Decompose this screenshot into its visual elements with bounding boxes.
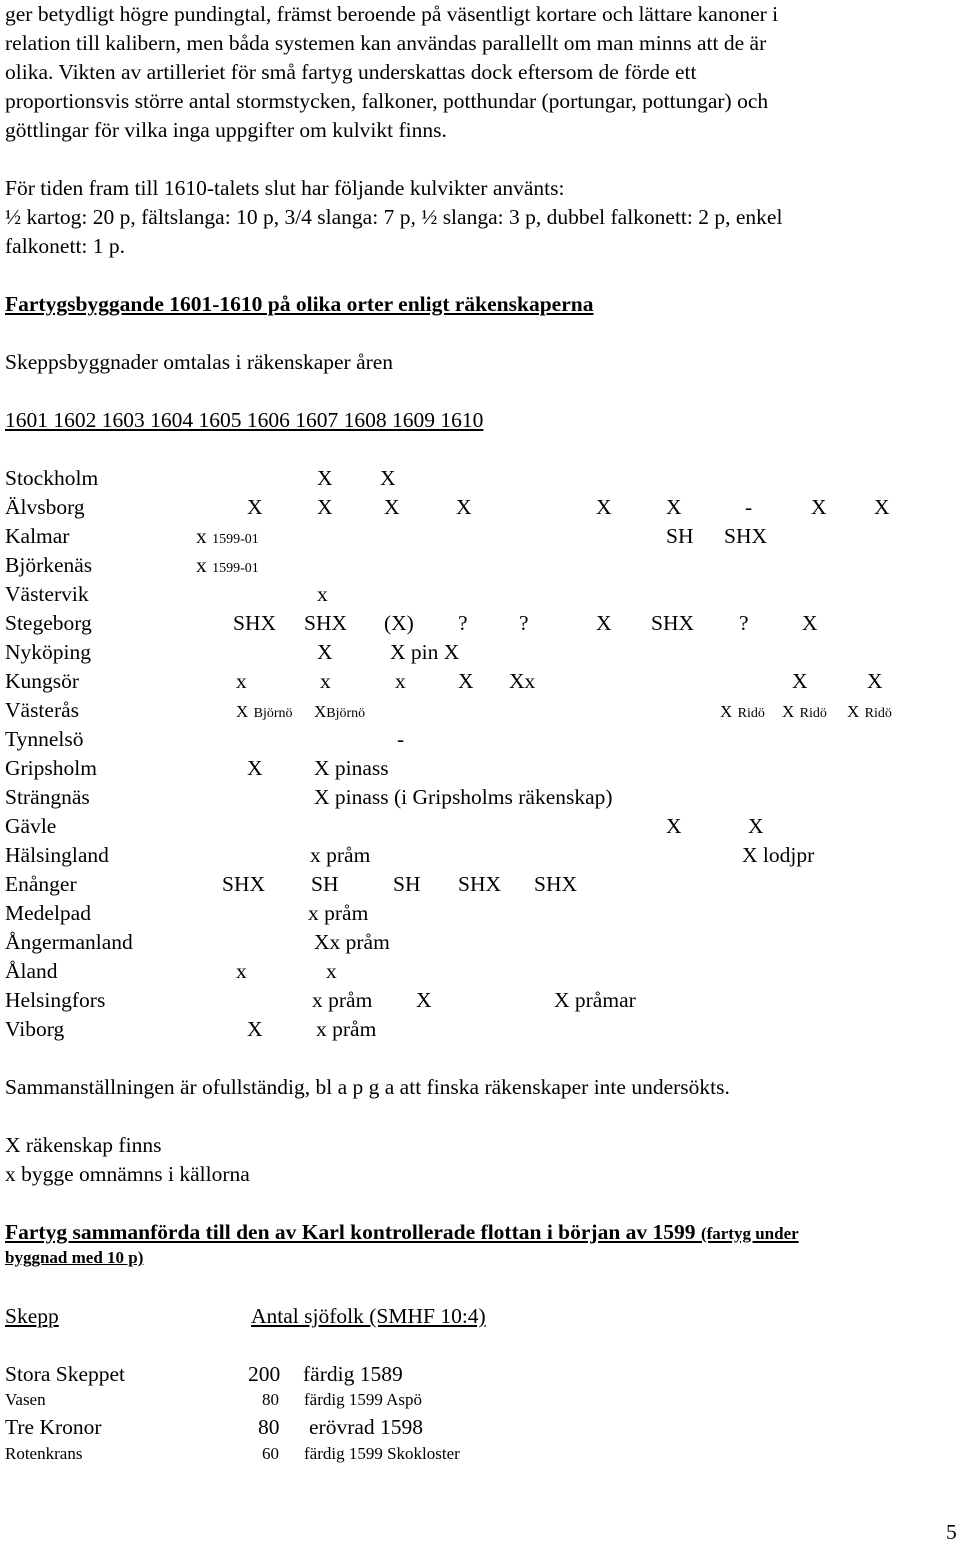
ship-name: Stora Skeppet bbox=[5, 1362, 126, 1386]
ship-note: färdig 1589 bbox=[303, 1362, 403, 1386]
table-cell: X bbox=[666, 814, 682, 838]
cell-mark: x bbox=[196, 553, 207, 577]
table-cell: X lodjpr bbox=[742, 843, 815, 867]
table-cell: X bbox=[596, 611, 612, 635]
table-cell: X bbox=[666, 495, 682, 519]
table-cell: X bbox=[384, 495, 400, 519]
place-label: Enånger bbox=[5, 872, 77, 896]
place-label: Björkenäs bbox=[5, 553, 93, 577]
cell-mark: X bbox=[782, 702, 795, 721]
table-cell: X pråmar bbox=[554, 988, 636, 1012]
table-cell: x bbox=[395, 669, 406, 693]
table-cell: x bbox=[236, 669, 247, 693]
table-cell: X bbox=[416, 988, 432, 1012]
place-label: Viborg bbox=[5, 1017, 65, 1041]
ship-name: Tre Kronor bbox=[5, 1415, 102, 1439]
table-cell: ? bbox=[458, 611, 468, 635]
place-label: Stockholm bbox=[5, 466, 99, 490]
place-label: Strängnäs bbox=[5, 785, 90, 809]
table-cell: X pinass bbox=[314, 756, 389, 780]
ship-note: erövrad 1598 bbox=[309, 1415, 424, 1439]
table-cell: SHX bbox=[304, 611, 348, 635]
table-cell bbox=[236, 696, 293, 728]
table-cell: SH bbox=[311, 872, 339, 896]
cell-note: Ridö bbox=[864, 706, 892, 721]
heading-fleet-note-2: byggnad med 10 p) bbox=[5, 1248, 144, 1267]
place-label: Helsingfors bbox=[5, 988, 106, 1012]
year-header-text: 1601 1602 1603 1604 1605 1606 1607 1608 1609 1610 bbox=[5, 408, 484, 432]
ship-name: Rotenkrans bbox=[5, 1444, 83, 1463]
table-cell: X bbox=[247, 1017, 263, 1041]
place-label: Ångermanland bbox=[5, 930, 133, 954]
place-label: Medelpad bbox=[5, 901, 91, 925]
table-cell: X bbox=[247, 756, 263, 780]
cell-note: 1599-01 bbox=[212, 532, 259, 547]
table-cell: X bbox=[874, 495, 890, 519]
legend-line-2: x bygge omnämns i källorna bbox=[5, 1162, 250, 1186]
table-cell: x bbox=[236, 959, 247, 983]
table-cell: SH bbox=[666, 524, 694, 548]
intro-line-4: proportionsvis större antal stormstycken, falkoner, potthundar (portungar, pottungar) och bbox=[5, 89, 769, 113]
place-label: Kalmar bbox=[5, 524, 70, 548]
table-cell: SHX bbox=[233, 611, 277, 635]
ship-crew: 80 bbox=[262, 1390, 279, 1409]
table-cell bbox=[314, 696, 365, 728]
table-cell: X bbox=[456, 495, 472, 519]
cell-note: Ridö bbox=[737, 706, 765, 721]
table-cell: X bbox=[748, 814, 764, 838]
table-cell: X bbox=[792, 669, 808, 693]
table-cell: x pråm bbox=[312, 988, 373, 1012]
cell-mark: x bbox=[196, 524, 207, 548]
place-label: Gripsholm bbox=[5, 756, 97, 780]
ships-col-header-ship: Skepp bbox=[5, 1304, 59, 1328]
table-cell: X bbox=[380, 466, 396, 490]
intro-line-1: ger betydligt högre pundingtal, främst beroende på väsentligt kortare och lättare kanoner i bbox=[5, 2, 779, 26]
table-cell: X bbox=[317, 495, 333, 519]
table-cell: x bbox=[317, 582, 328, 606]
section-subheading: Skeppsbyggnader omtalas i räkenskaper åren bbox=[5, 350, 394, 374]
ship-note: färdig 1599 Aspö bbox=[304, 1390, 423, 1409]
year-header bbox=[5, 406, 483, 435]
table-cell: ? bbox=[519, 611, 529, 635]
place-label: Tynnelsö bbox=[5, 727, 84, 751]
cell-mark: X bbox=[314, 702, 327, 721]
table-cell: X bbox=[596, 495, 612, 519]
section-heading-shipbuilding: Fartygsbyggande 1601-1610 på olika orter enligt räkenskaperna bbox=[5, 292, 594, 316]
table-cell: SH bbox=[393, 872, 421, 896]
ship-name: Vasen bbox=[5, 1390, 46, 1409]
table-cell: x pråm bbox=[308, 901, 369, 925]
table-cell bbox=[196, 522, 259, 554]
table-cell: SHX bbox=[724, 524, 768, 548]
place-label: Hälsingland bbox=[5, 843, 109, 867]
table-cell: x pråm bbox=[316, 1017, 377, 1041]
place-label: Gävle bbox=[5, 814, 57, 838]
table-cell: X pin X bbox=[390, 640, 460, 664]
caliber-line-2: ½ kartog: 20 p, fältslanga: 10 p, 3/4 slanga: 7 p, ½ slanga: 3 p, dubbel falkonett: 2 p, enkel bbox=[5, 205, 783, 229]
summary-text: Sammanställningen är ofullständig, bl a p g a att finska räkenskaper inte undersökts. bbox=[5, 1075, 730, 1099]
intro-line-3: olika. Vikten av artilleriet för små fartyg underskattas dock eftersom de förde ett bbox=[5, 60, 697, 84]
caliber-line-1: För tiden fram till 1610-talets slut har följande kulvikter använts: bbox=[5, 176, 565, 200]
table-cell: Xx bbox=[509, 669, 536, 693]
place-label: Västervik bbox=[5, 582, 89, 606]
table-cell: X bbox=[458, 669, 474, 693]
heading-fleet-main: Fartyg sammanförda till den av Karl kontrollerade flottan i början av 1599 bbox=[5, 1220, 696, 1244]
table-cell: X bbox=[802, 611, 818, 635]
table-cell: x bbox=[320, 669, 331, 693]
caliber-line-3: falkonett: 1 p. bbox=[5, 234, 126, 258]
place-label: Åland bbox=[5, 959, 58, 983]
table-cell: X bbox=[811, 495, 827, 519]
ship-crew: 200 bbox=[248, 1362, 281, 1386]
intro-line-2: relation till kalibern, men båda systemen kan användas parallellt om man minns att de är bbox=[5, 31, 767, 55]
table-cell bbox=[196, 551, 259, 583]
place-label: Stegeborg bbox=[5, 611, 92, 635]
page-number: 5 bbox=[946, 1520, 957, 1544]
ship-crew: 80 bbox=[258, 1415, 280, 1439]
table-cell bbox=[720, 696, 765, 728]
table-cell: - bbox=[745, 495, 753, 519]
legend-line-1: X räkenskap finns bbox=[5, 1133, 162, 1157]
cell-mark: X bbox=[847, 702, 860, 721]
table-cell: SHX bbox=[651, 611, 695, 635]
table-cell: SHX bbox=[534, 872, 578, 896]
section-heading-fleet bbox=[5, 1218, 799, 1248]
table-cell: X bbox=[317, 466, 333, 490]
table-cell bbox=[847, 696, 892, 728]
table-cell: x pråm bbox=[310, 843, 371, 867]
ships-col-header-crew: Antal sjöfolk (SMHF 10:4) bbox=[251, 1304, 486, 1328]
cell-note: 1599-01 bbox=[212, 561, 259, 576]
cell-note: Björnö bbox=[326, 706, 366, 721]
cell-note: Ridö bbox=[799, 706, 827, 721]
heading-fleet-note-1: (fartyg under bbox=[700, 1224, 799, 1243]
table-cell: - bbox=[397, 727, 405, 751]
table-cell: X bbox=[247, 495, 263, 519]
table-cell: x bbox=[326, 959, 337, 983]
table-cell: ? bbox=[739, 611, 749, 635]
ship-note: färdig 1599 Skokloster bbox=[304, 1444, 460, 1463]
table-cell: X bbox=[317, 640, 333, 664]
place-label: Älvsborg bbox=[5, 495, 85, 519]
table-cell: Xx pråm bbox=[314, 930, 390, 954]
intro-line-5: göttlingar för vilka inga uppgifter om kulvikt finns. bbox=[5, 118, 447, 142]
table-cell: SHX bbox=[458, 872, 502, 896]
ship-crew: 60 bbox=[262, 1444, 279, 1463]
place-label: Kungsör bbox=[5, 669, 80, 693]
place-label: Västerås bbox=[5, 698, 80, 722]
table-cell: X bbox=[867, 669, 883, 693]
cell-mark: X bbox=[236, 702, 249, 721]
table-cell: SHX bbox=[222, 872, 266, 896]
cell-mark: X bbox=[720, 702, 733, 721]
table-cell: (X) bbox=[384, 611, 414, 635]
table-cell bbox=[782, 696, 827, 728]
cell-note: Björnö bbox=[253, 706, 293, 721]
table-cell: X pinass (i Gripsholms räkenskap) bbox=[314, 785, 613, 809]
place-label: Nyköping bbox=[5, 640, 91, 664]
